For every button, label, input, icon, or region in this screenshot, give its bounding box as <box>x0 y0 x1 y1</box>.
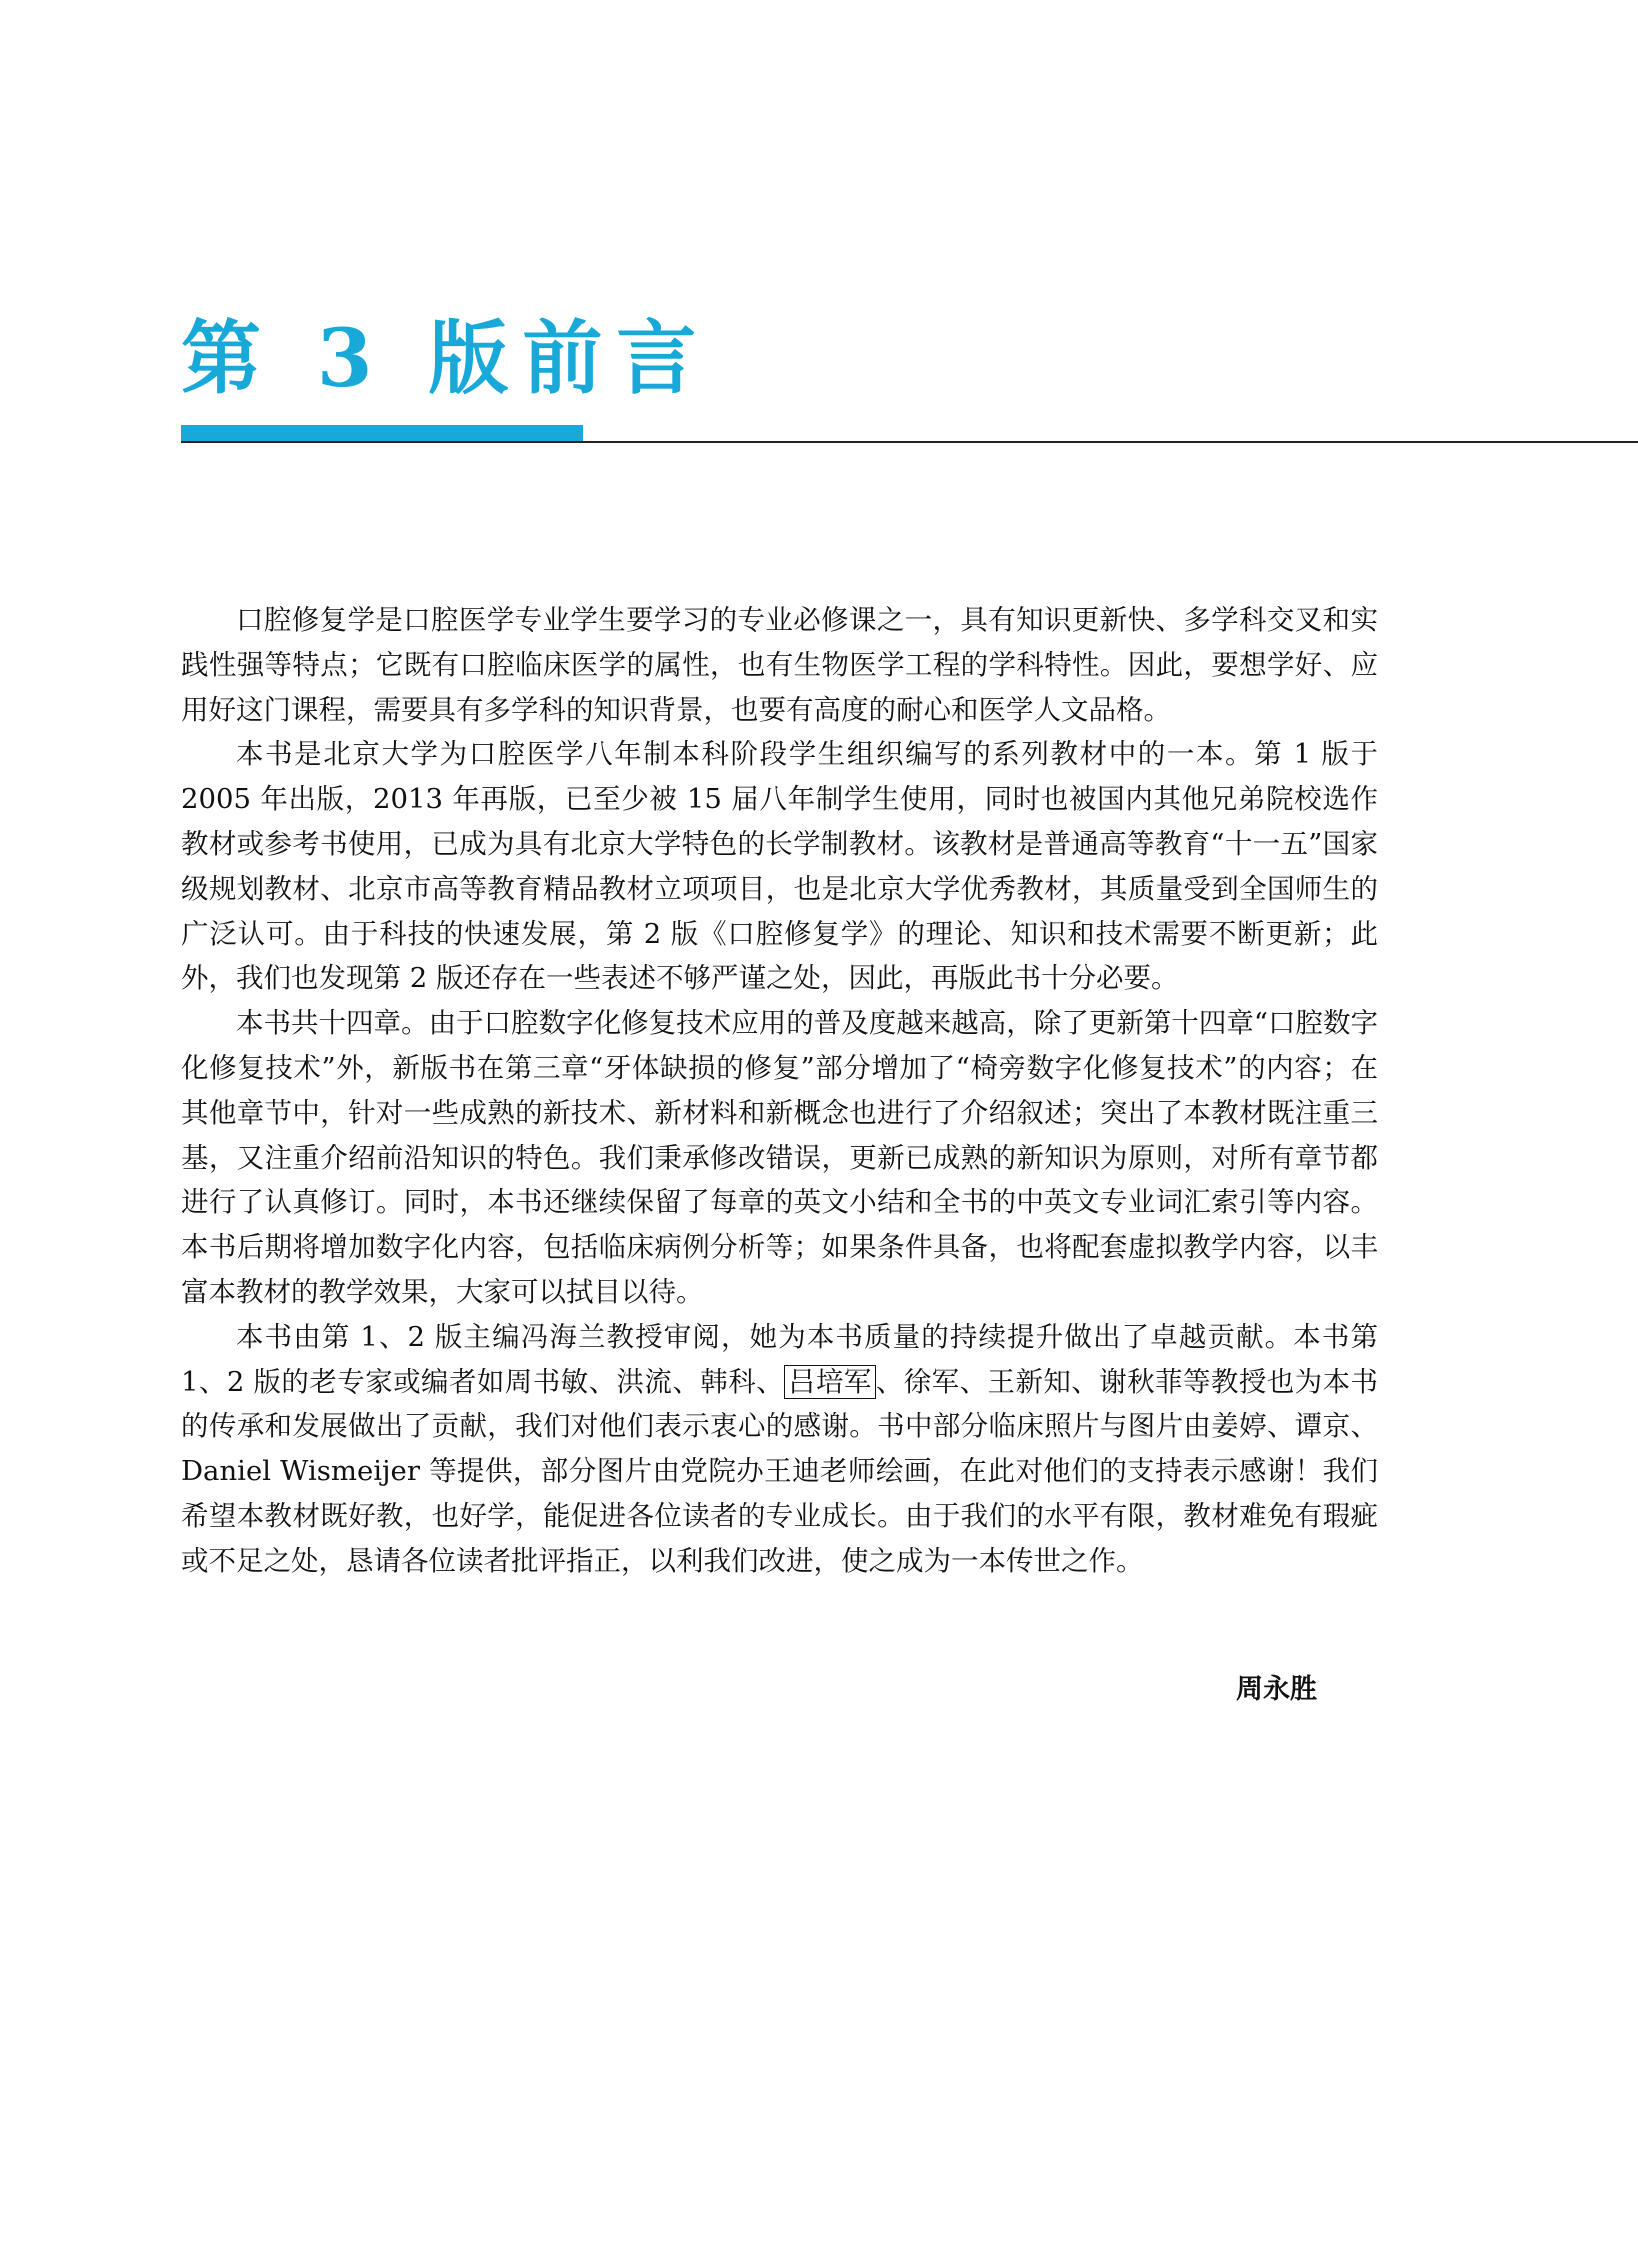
preface-body <box>181 598 1378 1584</box>
author-signature: 周永胜 <box>1236 1674 1317 1705</box>
title-divider-line <box>181 441 1638 443</box>
boxed-author-name: 吕培军 <box>784 1365 876 1399</box>
paragraph-4 <box>181 1315 1378 1584</box>
paragraph-3: 本书共十四章。由于口腔数字化修复技术应用的普及度越来越高，除了更新第十四章“口腔数字化修复技术”外，新版书在第三章“牙体缺损的修复”部分增加了“椅旁数字化修复技术”的内容；在其他章节中，针对一些成熟的新技术、新材料和新概念也进行了介绍叙述；突出了本教材既注重三基，又注重介绍前沿知识的特色。我们秉承修改错误，更新已成熟的新知识为原则，对所有章节都进行了认真修订。同时，本书还继续保留了每章的英文小结和全书的中英文专业词汇索引等内容。本书后期将增加数字化内容，包括临床病例分析等；如果条件具备，也将配套虚拟教学内容，以丰富本教材的教学效果，大家可以拭目以待。 <box>181 1007 1378 1308</box>
page-title: 第 3 版前言 <box>181 311 711 405</box>
paragraph-4-text-after: 、徐军、王新知、谢秋菲等教授也为本书的传承和发展做出了贡献，我们对他们表示衷心的感谢。书中部分临床照片与图片由姜婷、谭京、Daniel Wismeijer 等提供，部分图片由党院办王迪老师绘画，在此对他们的支持表示感谢！我们希望本教材既好教，也好学，能促进各位读者的专业成长。由于我们的水平有限，教材难免有瑕疵或不足之处，恳请各位读者批评指正，以利我们改进，使之成为一本传世之作。 <box>181 1365 1379 1577</box>
paragraph-1: 口腔修复学是口腔医学专业学生要学习的专业必修课之一，具有知识更新快、多学科交叉和实践性强等特点；它既有口腔临床医学的属性，也有生物医学工程的学科特性。因此，要想学好、应用好这门课程，需要具有多学科的知识背景，也要有高度的耐心和医学人文品格。 <box>181 604 1378 726</box>
paragraph-4-text-before: 本书由第 1、2 版主编冯海兰教授审阅，她为本书质量的持续提升做出了卓越贡献。本书第 1、2 版的老专家或编者如周书敏、洪流、韩科、 <box>181 1320 1378 1398</box>
title-accent-bar <box>181 425 583 442</box>
paragraph-2: 本书是北京大学为口腔医学八年制本科阶段学生组织编写的系列教材中的一本。第 1 版于 2005 年出版，2013 年再版，已至少被 15 届八年制学生使用，同时也被国内其他兄弟院校选作教材或参考书使用，已成为具有北京大学特色的长学制教材。该教材是普通高等教育“十一五”国家级规划教材、北京市高等教育精品教材立项项目，也是北京大学优秀教材，其质量受到全国师生的广泛认可。由于科技的快速发展，第 2 版《口腔修复学》的理论、知识和技术需要不断更新；此外，我们也发现第 2 版还存在一些表述不够严谨之处，因此，再版此书十分必要。 <box>181 738 1378 995</box>
